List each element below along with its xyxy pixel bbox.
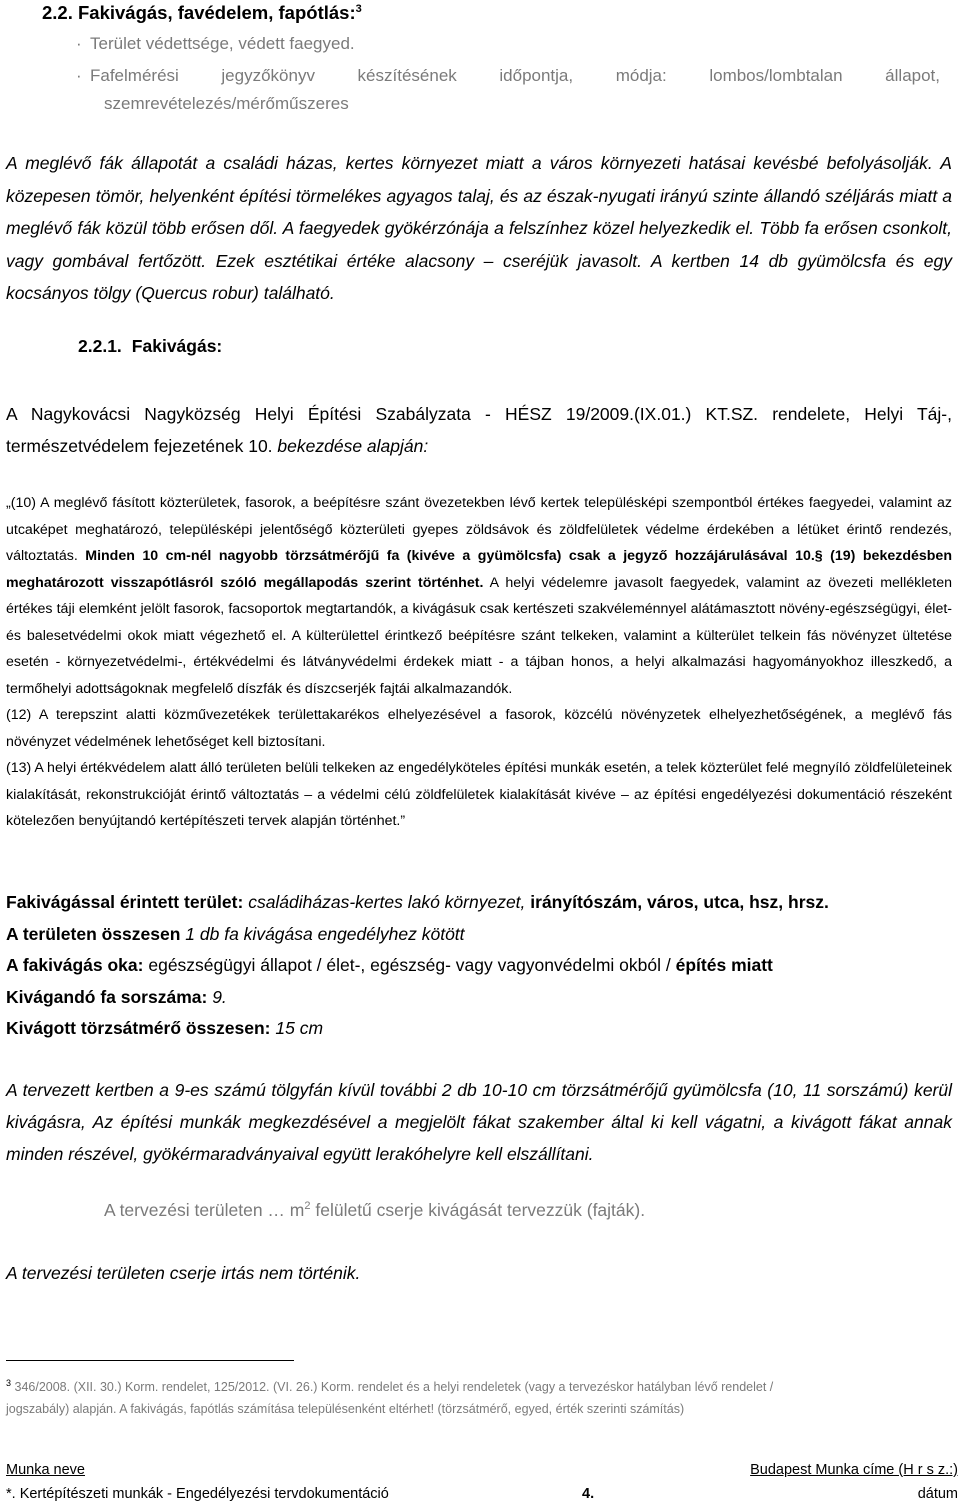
bullet-dot-icon: · <box>76 66 82 85</box>
footnote: $^3$ 346/2008. (XII. 30.) Korm. rendelet, 125/2012. (VI. 26.) Korm. rendelet és a helyi rendeletek (vagy a tervezéskor hatályban lévő rendelet / jogszabály) alapján. A fakivágás, fapótlás számítása településenként eltérhet! (törzsátmérő, egyed, érték szerinti számítás) <box>6 1378 774 1417</box>
quote-paragraph-12: (12) A terepszint alatti közművezetékek területtakarékos elhelyezésével a fasorok, közcélú növényzetek elhelyezhetőségének, a meglévő fás növényzet védelmének lehetőséget kell biztosítani. <box>6 707 952 750</box>
subsection-heading: 2.2.1. Fakivágás: <box>78 336 223 356</box>
fact-serial: Kivágandó fa sorszáma: 9. <box>6 986 227 1007</box>
bullet-item: · Terület védettsége, védett faegyed. <box>90 30 355 58</box>
quote-paragraph-13: (13) A helyi értékvédelem alatt álló területen belüli telkeken az engedélyköteles építési munkák esetén, a telek közterület felé megnyíló zöldfelületeinek kialakítását, rekonstrukcióját érintő változtatás – a védelmi célú zöldfelületek kialakítását kivéve – az építési engedélyezési dokumentáció részeként kötelezően benyújtandó kertépítészeti tervek alapján történhet.” <box>6 760 952 829</box>
bullet-item-continuation: szemrevételezés/mérőműszeres <box>104 94 349 113</box>
footer-date: dátum <box>917 1486 958 1502</box>
fact-diameter: Kivágott törzsátmérő összesen: 15 cm <box>6 1018 324 1038</box>
section-heading <box>42 2 362 24</box>
footer-document-title: *. Kertépítészeti munkák - Engedélyezési tervdokumentáció <box>6 1486 389 1502</box>
fact-total: A területen összesen 1 db fa kivágása engedélyhez kötött <box>6 923 465 944</box>
bullet-item: · Fafelmérési jegyzőkönyv készítésének időpontja, módja: lombos/lombtalan állapot, <box>90 62 940 90</box>
footer-page-number: 4. <box>582 1486 595 1502</box>
planned-felling-paragraph: A tervezett kertben a 9-es számú tölgyfán kívül további 2 db 10-10 cm törzsátmérőjű gyümölcsfa (10, 11 sorszámú) kerül kivágásra, Az építési munkák megkezdésével a megjelölt fákat szakember által ki kell vágatni, a kivágott fákat annak minden részével, gyökérmaradványaival együtt lerakóhelyre kell elszállítani. <box>6 1080 952 1164</box>
regulation-quote <box>6 490 952 835</box>
fact-reason: A fakivágás oka: egészségügyi állapot / élet-, egészség- vagy vagyonvédelmi okból / építés miatt <box>6 955 773 975</box>
regulation-reference: A Nagykovácsi Nagyközség Helyi Építési Szabályzata - HÉSZ 19/2009.(IX.01.) KT.SZ. rendelete, Helyi Táj-, természetvédelem fejezetének 10. bekezdése alapján: <box>6 404 952 456</box>
footnote-mark: 3 <box>6 1378 12 1388</box>
footnote-divider <box>6 1360 294 1361</box>
shrub-area-line: A tervezési területen … $m^2$ felületű cserje kivágását tervezzük (fajták). <box>104 1200 646 1220</box>
bullet-dot-icon: · <box>76 34 82 53</box>
footer-project-address: Budapest Munka címe (H r s z.:) <box>750 1462 958 1478</box>
intro-paragraph: A meglévő fák állapotát a családi házas, kertes környezet miatt a város környezeti hatásai kevésbé befolyásolják. A közepesen tömör, helyenként építési törmelékes agyagos talaj, és az észak-nyugati irányú szinte állandó széljárás miatt a meglévő fák közül több erősen dől. A faegyedek gyökérzónája a felszínhez közel helyezkedik el. Több fa erősen csonkolt, vagy gombával fertőzött. Ezek esztétikai értéke alacsony – cseréjük javasolt. A kertben 14 db gyümölcsfa és egy kocsányos tölgy (Quercus robur) található. <box>6 153 953 304</box>
footnote-reference: 3 <box>355 2 362 15</box>
quote-paragraph-10: „(10) A meglévő fásított közterületek, fasorok, a beépítésre szánt övezetekben lévő kertek településképi szempontból értékes faegyedei, valamint az utcaképet meghatározó, településképi jelentőségő közterületi gyepes zöldsávok és zöldfelületek védelme érdekében a létüket érintő rendezés, változtatás. Minden 10 cm-nél nagyobb törzsátmérőjű fa (kivéve a gyümölcsfa) csak a jegyző hozzájárulásával 10.§ (19) bekezdésben meghatározott visszapótlásról szóló megállapodás szerint történhet. A helyi védelemre javasolt faegyedek, valamint az övezeti mellékleten értékes táji elemként jelölt fasorok, facsoportok megtartandók, a kivágásuk csak kertészeti szakvéleménnyel alátámasztott növény-egészségügyi, élet- és balesetvédelmi okok miatt végezhető el. A külterülettel érintkező beépítésre szánt telkeken, valamint a külterület telkein fás növényzet ültetése esetén - környezetvédelmi-, értékvédelmi és látványvédelmi érdekek miatt - a tájban honos, a helyi alkalmazási hagyományokhoz illeszkedő, a termőhelyi adottságoknak megfelelő díszfák és díszcserjék fajtái alkalmazandók. <box>6 495 952 697</box>
felling-facts <box>6 887 952 1045</box>
section-title: 2.2. Fakivágás, favédelem, fapótlás: <box>42 2 356 23</box>
footer-project-name: Munka neve <box>6 1462 85 1478</box>
fact-area: Fakivágással érintett terület: családiházas-kertes lakó környezet, irányítószám, város, utca, hsz, hrsz. <box>6 892 829 912</box>
no-shrub-clearing-line: A tervezési területen cserje irtás nem történik. <box>6 1263 361 1283</box>
